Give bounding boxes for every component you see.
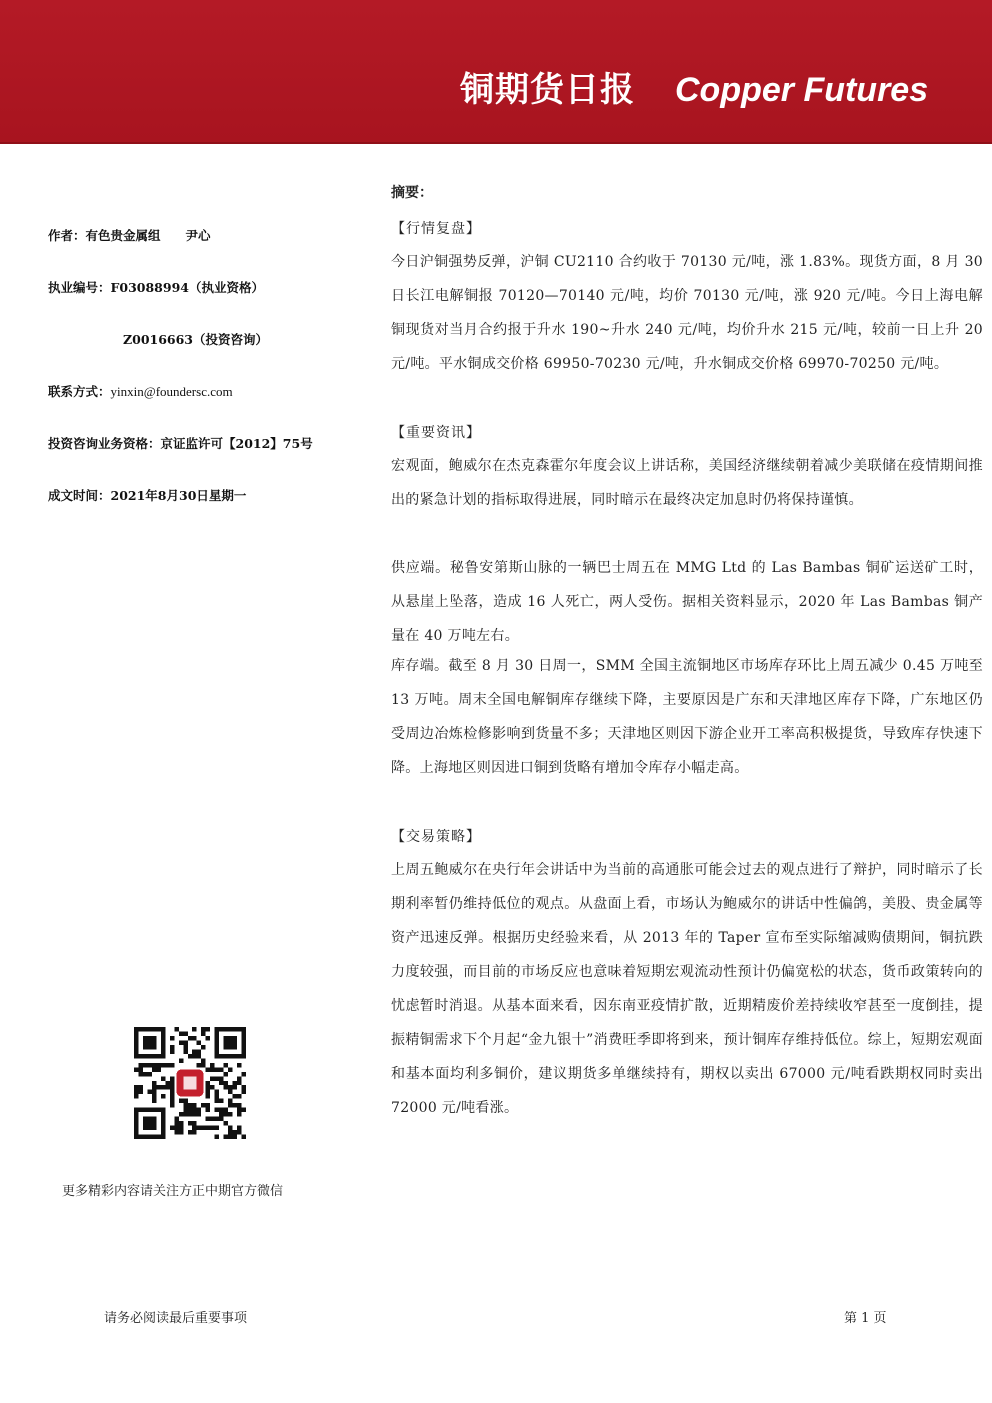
title-chinese: 铜期货日报	[460, 70, 635, 110]
header-divider	[0, 142, 992, 144]
contact-label: 联系方式：	[48, 384, 111, 399]
date-row	[48, 486, 246, 504]
section-heading-market-review: 【行情复盘】	[391, 221, 481, 237]
paragraph-macro: 宏观面，鲍威尔在杰克森霍尔年度会议上讲话称，美国经济继续朝着减少美联储在疫情期间推出的紧急计划的指标取得进展，同时暗示在最终决定加息时仍将保持谨慎。	[391, 458, 983, 508]
author-label: 作者：	[48, 228, 86, 243]
wechat-qr-code	[134, 1027, 246, 1139]
license-label: 执业编号：	[48, 280, 111, 295]
license-value-1: F03088994（执业资格）	[110, 280, 264, 295]
footer-disclaimer-notice: 请务必阅读最后重要事项	[104, 1311, 248, 1326]
license-row-2	[123, 330, 268, 348]
contact-row	[48, 382, 233, 400]
author-value: 有色贵金属组 尹心	[85, 228, 211, 243]
license-value-2: Z0016663（投资咨询）	[123, 332, 269, 347]
page-number: 第 1 页	[844, 1311, 887, 1326]
title-english: Copper Futures	[675, 71, 929, 109]
paragraph-supply: 供应端。秘鲁安第斯山脉的一辆巴士周五在 MMG Ltd 的 Las Bambas 铜矿运送矿工时，从悬崖上坠落，造成 16 人死亡，两人受伤。据相关资料显示，2020 年 Las Bambas 铜产量在 40 万吨左右。	[391, 560, 983, 644]
contact-email[interactable]: yinxin@foundersc.com	[110, 384, 233, 399]
paragraph-strategy: 上周五鲍威尔在央行年会讲话中为当前的高通胀可能会过去的观点进行了辩护，同时暗示了长期利率暂仍维持低位的观点。从盘面上看，市场认为鲍威尔的讲话中性偏鸽，美股、贵金属等资产迅速反弹。根据历史经验来看，从 2013 年的 Taper 宣布至实际缩减购债期间，铜抗跌力度较强，而目前的市场反应也意味着短期宏观流动性预计仍偏宽松的状态，货币政策转向的忧虑暂时消退。从基本面来看，因东南亚疫情扩散，近期精废价差持续收窄甚至一度倒挂，提振精铜需求下个月起“金九银十”消费旺季即将到来，预计铜库存维持低位。综上，短期宏观面和基本面均利多铜价，建议期货多单继续持有，期权以卖出 67000 元/吨看跌期权同时卖出 72000 元/吨看涨。	[391, 862, 983, 1116]
date-label: 成文时间：	[48, 488, 111, 503]
report-title	[460, 62, 928, 108]
abstract-title: 摘要：	[391, 185, 433, 201]
qr-caption: 更多精彩内容请关注方正中期官方微信	[62, 1184, 284, 1199]
qualification-value: 京证监许可【2012】75号	[160, 436, 313, 451]
qualification-row	[48, 434, 313, 452]
author-row	[48, 226, 211, 244]
paragraph-inventory: 库存端。截至 8 月 30 日周一，SMM 全国主流铜地区市场库存环比上周五减少 0.45 万吨至 13 万吨。周末全国电解铜库存继续下降，主要原因是广东和天津地区库存下降，广东地区仍受周边冶炼检修影响到货量不多；天津地区则因下游企业开工率高积极提货，导致库存快速下降。上海地区则因进口铜到货略有增加令库存小幅走高。	[391, 658, 983, 776]
section-heading-strategy: 【交易策略】	[391, 829, 481, 845]
date-value: 2021年8月30日星期一	[110, 488, 247, 503]
qualification-label: 投资咨询业务资格：	[48, 436, 161, 451]
paragraph-market-review: 今日沪铜强势反弹，沪铜 CU2110 合约收于 70130 元/吨，涨 1.83%。现货方面，8 月 30 日长江电解铜报 70120—70140 元/吨，均价 70130 元/吨，涨 920 元/吨。今日上海电解铜现货对当月合约报于升水 190~升水 240 元/吨，均价升水 215 元/吨，较前一日上升 20 元/吨。平水铜成交价格 69950-70230 元/吨，升水铜成交价格 69970-70250 元/吨。	[391, 254, 983, 372]
license-row	[48, 278, 264, 296]
section-heading-key-news: 【重要资讯】	[391, 425, 481, 441]
